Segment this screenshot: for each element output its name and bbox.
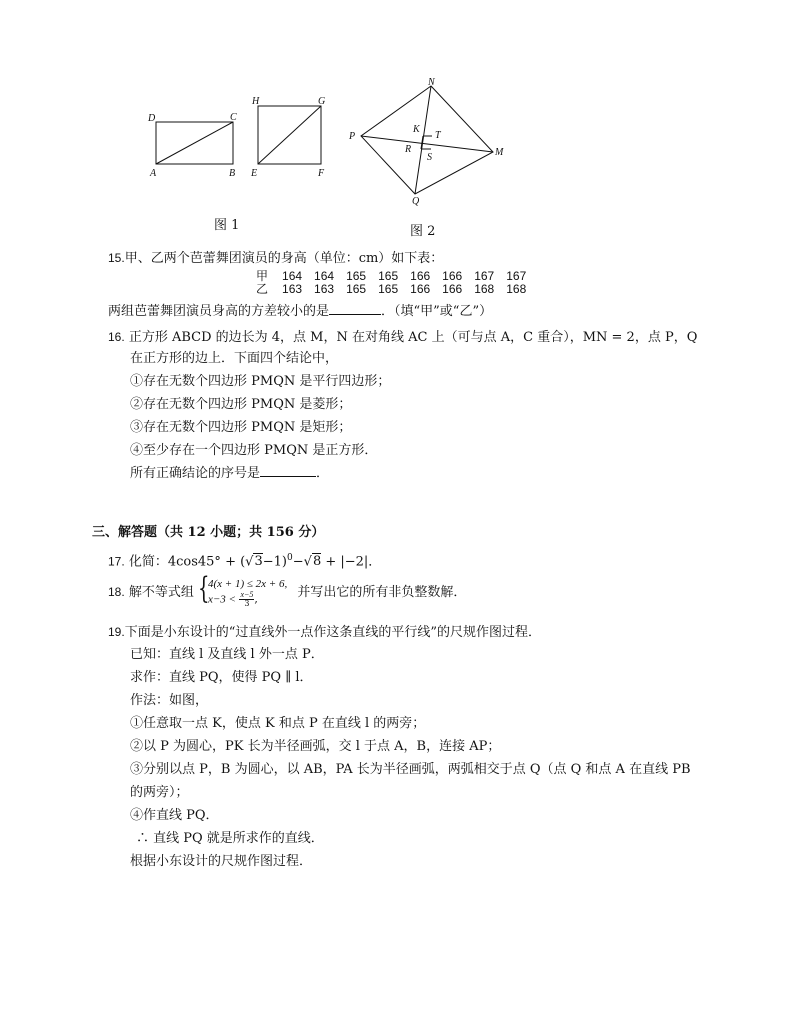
table-cell: 165 bbox=[346, 269, 367, 283]
label-m: M bbox=[495, 147, 504, 158]
q16-final: 所有正确结论的序号是 ． bbox=[130, 466, 330, 481]
q19-closing: 根据小东设计的尺规作图过程． bbox=[130, 854, 313, 869]
table-row bbox=[250, 283, 532, 296]
label-t: T bbox=[435, 130, 441, 141]
q17: 17. 化简：$4\cos 45^\circ + (√3-1)^0-√8 + |-2|$． bbox=[108, 553, 382, 570]
label-k: K bbox=[413, 124, 420, 135]
table-cell: 168 bbox=[474, 282, 495, 296]
q15-stem bbox=[108, 248, 443, 269]
label-g: G bbox=[318, 96, 326, 107]
q19-step-1: ①任意取一点 K，使点 K 和点 P 在直线 l 的两旁； bbox=[130, 716, 426, 731]
inequality-system: { 4(x + 1) ≤ 2x + 6, x−3 < $\frac{x-5}{3}$ , bbox=[197, 571, 288, 608]
figure-1 bbox=[140, 90, 340, 190]
figure-1-caption: 图 1 bbox=[214, 218, 240, 233]
q16-item-3: ③存在无数个四边形 PMQN 是矩形； bbox=[130, 420, 352, 435]
figure-2 bbox=[345, 78, 515, 208]
q19-conclusion: ∴ 直线 PQ 就是所求作的直线． bbox=[136, 831, 324, 846]
table-cell: 168 bbox=[506, 282, 527, 296]
table-cell: 165 bbox=[378, 269, 399, 283]
q15-number: 15. bbox=[108, 251, 125, 265]
table-cell: 167 bbox=[474, 269, 495, 283]
q16-item-1: ①存在无数个四边形 PMQN 是平行四边形； bbox=[130, 374, 391, 389]
table-cell: 166 bbox=[442, 269, 463, 283]
q18-number: 18. bbox=[108, 585, 125, 599]
label-h: H bbox=[252, 96, 260, 107]
table-cell: 166 bbox=[410, 269, 431, 283]
label-d: D bbox=[148, 113, 156, 124]
label-s: S bbox=[427, 152, 432, 163]
table-cell: 167 bbox=[506, 269, 527, 283]
q19-step-3-cont: 的两旁）； bbox=[130, 785, 189, 800]
table-cell: 164 bbox=[314, 269, 335, 283]
q15-question: 两组芭蕾舞团演员身高的方差较小的是 ．（填“甲”或“乙”） bbox=[108, 304, 493, 319]
label-b: B bbox=[229, 168, 236, 179]
figure-2-caption: 图 2 bbox=[410, 224, 436, 239]
q16-line-1: 16. 正方形 ABCD 的边长为 4，点 M，N 在对角线 AC 上（可与点 A，C 重合），MN = 2，点 P，Q bbox=[108, 330, 698, 345]
label-e: E bbox=[251, 168, 258, 179]
q16-item-4: ④至少存在一个四边形 PMQN 是正方形． bbox=[130, 443, 378, 458]
q16-number: 16. bbox=[108, 330, 125, 344]
q15-text: 甲、乙两个芭蕾舞团演员的身高（单位：cm）如下表： bbox=[124, 251, 444, 266]
label-r: R bbox=[405, 144, 412, 155]
label-c: C bbox=[230, 112, 237, 123]
row-label: 甲 bbox=[256, 269, 269, 283]
q15-height-table bbox=[250, 270, 532, 296]
answer-blank[interactable] bbox=[260, 464, 316, 477]
q16-line-2: 在正方形的边上．下面四个结论中， bbox=[130, 351, 339, 366]
label-a: A bbox=[150, 168, 157, 179]
table-cell: 165 bbox=[378, 282, 399, 296]
q19-step-3: ③分别以点 P，B 为圆心，以 AB，PA 长为半径画弧，两弧相交于点 Q（点 Q 和点 A 在直线 PB bbox=[130, 762, 691, 777]
q17-number: 17. bbox=[108, 554, 125, 569]
q19-step-2: ②以 P 为圆心，PK 长为半径画弧，交 l 于点 A，B，连接 AP； bbox=[130, 739, 501, 754]
row-label: 乙 bbox=[256, 282, 269, 296]
q19-intro: 19.下面是小东设计的“过直线外一点作这条直线的平行线”的尺规作图过程． bbox=[108, 625, 541, 640]
q19-find: 求作：直线 PQ，使得 PQ ∥ l． bbox=[130, 670, 313, 685]
section-heading: 三、解答题（共 12 小题；共 156 分） bbox=[92, 525, 325, 540]
table-cell: 166 bbox=[410, 282, 431, 296]
q19-number: 19. bbox=[108, 625, 125, 639]
q19-given: 已知：直线 l 及直线 l 外一点 P． bbox=[130, 647, 324, 662]
table-cell: 166 bbox=[442, 282, 463, 296]
rectangle-efgh bbox=[250, 96, 325, 179]
table-cell: 165 bbox=[346, 282, 367, 296]
rectangle-abcd bbox=[147, 112, 237, 179]
q16-item-2: ②存在无数个四边形 PMQN 是菱形； bbox=[130, 397, 352, 412]
label-p: P bbox=[349, 131, 356, 142]
table-cell: 163 bbox=[314, 282, 335, 296]
q19-step-4: ④作直线 PQ． bbox=[130, 808, 219, 823]
label-f: F bbox=[318, 168, 325, 179]
table-cell: 163 bbox=[282, 282, 303, 296]
q18: 18. 解不等式组 { 4(x + 1) ≤ 2x + 6, x−3 < $\frac{x-5}{3}$ , 并写出它的所有非负整数解． bbox=[108, 571, 467, 608]
label-n: N bbox=[428, 78, 435, 88]
q19-method: 作法：如图， bbox=[130, 693, 209, 708]
table-cell: 164 bbox=[282, 269, 303, 283]
label-q: Q bbox=[412, 196, 420, 207]
answer-blank[interactable] bbox=[329, 302, 381, 315]
